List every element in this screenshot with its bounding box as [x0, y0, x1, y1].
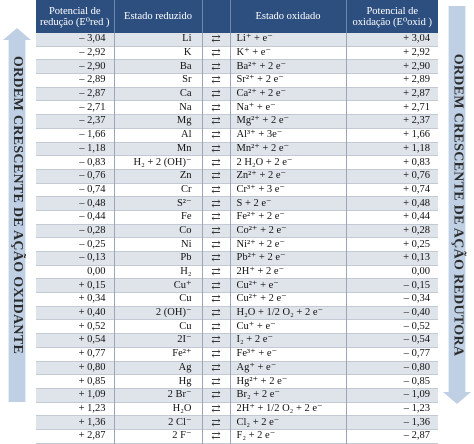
- reduction-potential-cell: + 0,77: [36, 347, 114, 361]
- table-row: [36, 279, 438, 293]
- reduced-state-cell: Mg: [114, 115, 202, 129]
- equilibrium-arrow-icon: ⇄: [202, 279, 230, 293]
- equilibrium-arrow-icon: ⇄: [202, 388, 230, 402]
- oxidation-potential-cell: + 0,83: [346, 156, 438, 170]
- reduced-state-cell: Sr: [114, 74, 202, 88]
- reduction-potential-cell: – 0,25: [36, 238, 114, 252]
- oxidized-state-cell: 2H⁺ + 2 e⁻: [230, 265, 346, 279]
- table-row: [36, 115, 438, 129]
- reduction-potential-cell: – 2,37: [36, 115, 114, 129]
- equilibrium-arrow-icon: ⇄: [202, 156, 230, 170]
- reduced-state-cell: H₂: [114, 265, 202, 279]
- table-row: [36, 142, 438, 156]
- oxidation-potential-cell: – 0,54: [346, 334, 438, 348]
- equilibrium-arrow-icon: ⇄: [202, 402, 230, 416]
- oxidation-potential-cell: + 1,18: [346, 142, 438, 156]
- reduction-potential-cell: – 2,89: [36, 74, 114, 88]
- table-row: [36, 334, 438, 348]
- table-row: [36, 265, 438, 279]
- oxidized-state-cell: 2H⁺ + 1/2 O₂ + 2 e⁻: [230, 402, 346, 416]
- equilibrium-arrow-icon: ⇄: [202, 361, 230, 375]
- oxidized-state-cell: Ni²⁺ + 2 e⁻: [230, 238, 346, 252]
- header-arrow: [202, 0, 230, 33]
- reduction-potential-cell: + 1,09: [36, 388, 114, 402]
- table-row: [36, 46, 438, 60]
- header-oxidation-potential: Potencial de oxidação (E⁰oxid ): [346, 0, 438, 33]
- oxidation-potential-cell: – 0,40: [346, 306, 438, 320]
- equilibrium-arrow-icon: ⇄: [202, 265, 230, 279]
- oxidation-potential-cell: – 0,80: [346, 361, 438, 375]
- reduction-potential-cell: – 1,66: [36, 128, 114, 142]
- reduction-potential-cell: + 0,85: [36, 375, 114, 389]
- table-row: [36, 361, 438, 375]
- equilibrium-arrow-icon: ⇄: [202, 169, 230, 183]
- equilibrium-arrow-icon: ⇄: [202, 142, 230, 156]
- reduction-potential-cell: – 0,83: [36, 156, 114, 170]
- reduced-state-cell: H₂ + 2 (OH)⁻: [114, 156, 202, 170]
- reduced-state-cell: 2 (OH)⁻: [114, 306, 202, 320]
- oxidation-potential-cell: – 2,87: [346, 429, 438, 443]
- oxidation-potential-cell: – 0,34: [346, 293, 438, 307]
- reduction-potential-cell: – 2,92: [36, 46, 114, 60]
- oxidized-state-cell: Na⁺ + e⁻: [230, 101, 346, 115]
- table-row: [36, 33, 438, 46]
- oxidation-potential-cell: + 0,28: [346, 224, 438, 238]
- oxidized-state-cell: Fe³⁺ + e⁻: [230, 347, 346, 361]
- oxidation-potential-cell: + 2,71: [346, 101, 438, 115]
- equilibrium-arrow-icon: ⇄: [202, 60, 230, 74]
- oxidation-potential-cell: + 0,25: [346, 238, 438, 252]
- reduction-potential-cell: – 0,74: [36, 183, 114, 197]
- reduced-state-cell: 2 Cl⁻: [114, 416, 202, 430]
- reduction-potential-cell: + 0,40: [36, 306, 114, 320]
- oxidation-potential-cell: + 0,44: [346, 210, 438, 224]
- oxidized-state-cell: Ca²⁺ + 2 e⁻: [230, 87, 346, 101]
- table-row: [36, 101, 438, 115]
- equilibrium-arrow-icon: ⇄: [202, 197, 230, 211]
- equilibrium-arrow-icon: ⇄: [202, 74, 230, 88]
- reduced-state-cell: Cu: [114, 293, 202, 307]
- reduction-potential-cell: + 0,15: [36, 279, 114, 293]
- table-row: [36, 293, 438, 307]
- oxidized-state-cell: Cr³⁺ + 3 e⁻: [230, 183, 346, 197]
- reduction-potential-cell: + 1,23: [36, 402, 114, 416]
- oxidation-potential-cell: + 0,76: [346, 169, 438, 183]
- table-row: [36, 128, 438, 142]
- reduced-state-cell: K: [114, 46, 202, 60]
- oxidized-state-cell: S + 2 e⁻: [230, 197, 346, 211]
- reduced-state-cell: 2 F⁻: [114, 429, 202, 443]
- reduction-potential-cell: – 2,90: [36, 60, 114, 74]
- reduction-potential-cell: + 0,80: [36, 361, 114, 375]
- oxidized-state-cell: Cu²⁺ + e⁻: [230, 279, 346, 293]
- oxidation-potential-cell: – 1,23: [346, 402, 438, 416]
- oxidized-state-cell: I₂ + 2 e⁻: [230, 334, 346, 348]
- reduced-state-cell: Ba: [114, 60, 202, 74]
- reduction-potential-cell: – 0,44: [36, 210, 114, 224]
- table-row: [36, 252, 438, 266]
- table-row: [36, 402, 438, 416]
- oxidized-state-cell: K⁺ + e⁻: [230, 46, 346, 60]
- oxidized-state-cell: Br₂ + 2 e⁻: [230, 388, 346, 402]
- oxidation-potential-cell: + 2,89: [346, 74, 438, 88]
- reduced-state-cell: Pb: [114, 252, 202, 266]
- reduction-potential-cell: – 0,76: [36, 169, 114, 183]
- header-reduction-potential: Potencial de redução (E⁰red ): [36, 0, 114, 33]
- reduced-state-cell: 2 Br⁻: [114, 388, 202, 402]
- reduced-state-cell: S²⁻: [114, 197, 202, 211]
- oxidized-state-cell: Li⁺ + e⁻: [230, 33, 346, 46]
- standard-potential-table: [36, 0, 438, 444]
- equilibrium-arrow-icon: ⇄: [202, 128, 230, 142]
- equilibrium-arrow-icon: ⇄: [202, 347, 230, 361]
- oxidation-potential-cell: + 0,74: [346, 183, 438, 197]
- reduced-state-cell: Zn: [114, 169, 202, 183]
- reduced-state-cell: 2I⁻: [114, 334, 202, 348]
- oxidized-state-cell: Co²⁺ + 2 e⁻: [230, 224, 346, 238]
- oxidation-potential-cell: – 1,09: [346, 388, 438, 402]
- reduced-state-cell: Mn: [114, 142, 202, 156]
- equilibrium-arrow-icon: ⇄: [202, 101, 230, 115]
- oxidized-state-cell: Mn²⁺ + 2 e⁻: [230, 142, 346, 156]
- equilibrium-arrow-icon: ⇄: [202, 306, 230, 320]
- equilibrium-arrow-icon: ⇄: [202, 320, 230, 334]
- table-row: [36, 429, 438, 443]
- table-body: [36, 33, 438, 443]
- table-row: [36, 320, 438, 334]
- equilibrium-arrow-icon: ⇄: [202, 183, 230, 197]
- equilibrium-arrow-icon: ⇄: [202, 224, 230, 238]
- reduction-potential-cell: – 2,87: [36, 87, 114, 101]
- oxidized-state-cell: Fe²⁺ + 2 e⁻: [230, 210, 346, 224]
- table-row: [36, 60, 438, 74]
- oxidation-potential-cell: – 1,36: [346, 416, 438, 430]
- reduced-state-cell: Hg: [114, 375, 202, 389]
- oxidation-potential-cell: 0,00: [346, 265, 438, 279]
- equilibrium-arrow-icon: ⇄: [202, 115, 230, 129]
- reduction-potential-cell: – 3,04: [36, 33, 114, 46]
- table-row: [36, 210, 438, 224]
- table-row: [36, 388, 438, 402]
- equilibrium-arrow-icon: ⇄: [202, 293, 230, 307]
- reduction-potential-cell: + 2,87: [36, 429, 114, 443]
- oxidation-potential-cell: + 2,37: [346, 115, 438, 129]
- reductant-order-arrow: [440, 0, 474, 410]
- equilibrium-arrow-icon: ⇄: [202, 210, 230, 224]
- equilibrium-arrow-icon: ⇄: [202, 252, 230, 266]
- reduction-potential-cell: 0,00: [36, 265, 114, 279]
- table-row: [36, 183, 438, 197]
- reduced-state-cell: Cr: [114, 183, 202, 197]
- reduced-state-cell: Al: [114, 128, 202, 142]
- reduced-state-cell: Fe: [114, 210, 202, 224]
- oxidation-potential-cell: + 1,66: [346, 128, 438, 142]
- oxidized-state-cell: Sr²⁺ + 2 e⁻: [230, 74, 346, 88]
- table-row: [36, 347, 438, 361]
- table-row: [36, 169, 438, 183]
- equilibrium-arrow-icon: ⇄: [202, 416, 230, 430]
- oxidation-potential-cell: + 0,13: [346, 252, 438, 266]
- reduced-state-cell: Cu: [114, 320, 202, 334]
- table-header-row: [36, 0, 438, 33]
- oxidized-state-cell: Mg²⁺ + 2 e⁻: [230, 115, 346, 129]
- table-row: [36, 74, 438, 88]
- oxidized-state-cell: Zn²⁺ + 2 e⁻: [230, 169, 346, 183]
- table-row: [36, 224, 438, 238]
- oxidized-state-cell: Cl₂ + 2 e⁻: [230, 416, 346, 430]
- reduction-potential-cell: – 0,13: [36, 252, 114, 266]
- oxidized-state-cell: F₂ + 2 e⁻: [230, 429, 346, 443]
- oxidant-order-arrow: [0, 0, 34, 410]
- reduction-potential-cell: – 0,28: [36, 224, 114, 238]
- oxidized-state-cell: Pb²⁺ + 2 e⁻: [230, 252, 346, 266]
- oxidation-potential-cell: – 0,15: [346, 279, 438, 293]
- oxidized-state-cell: Ba²⁺ + 2 e⁻: [230, 60, 346, 74]
- equilibrium-arrow-icon: ⇄: [202, 33, 230, 46]
- equilibrium-arrow-icon: ⇄: [202, 334, 230, 348]
- reduced-state-cell: H₂O: [114, 402, 202, 416]
- reduced-state-cell: Co: [114, 224, 202, 238]
- oxidation-potential-cell: – 0,52: [346, 320, 438, 334]
- reduction-potential-cell: + 1,36: [36, 416, 114, 430]
- header-reduced-state: Estado reduzido: [114, 0, 202, 33]
- table-row: [36, 375, 438, 389]
- table-row: [36, 306, 438, 320]
- equilibrium-arrow-icon: ⇄: [202, 87, 230, 101]
- equilibrium-arrow-icon: ⇄: [202, 46, 230, 60]
- oxidation-potential-cell: + 0,48: [346, 197, 438, 211]
- header-oxidized-state: Estado oxidado: [230, 0, 346, 33]
- reduction-potential-cell: – 2,71: [36, 101, 114, 115]
- reduced-state-cell: Cu⁺: [114, 279, 202, 293]
- reduction-potential-cell: – 1,18: [36, 142, 114, 156]
- oxidized-state-cell: Cu⁺ + e⁻: [230, 320, 346, 334]
- equilibrium-arrow-icon: ⇄: [202, 375, 230, 389]
- oxidation-potential-cell: + 2,87: [346, 87, 438, 101]
- reduced-state-cell: Li: [114, 33, 202, 46]
- oxidized-state-cell: Cu²⁺ + 2 e⁻: [230, 293, 346, 307]
- oxidation-potential-cell: + 3,04: [346, 33, 438, 46]
- equilibrium-arrow-icon: ⇄: [202, 429, 230, 443]
- reduced-state-cell: Na: [114, 101, 202, 115]
- table-row: [36, 416, 438, 430]
- reduced-state-cell: Fe²⁺: [114, 347, 202, 361]
- table-row: [36, 87, 438, 101]
- oxidation-potential-cell: + 2,90: [346, 60, 438, 74]
- reduced-state-cell: Ag: [114, 361, 202, 375]
- oxidized-state-cell: 2 H₂O + 2 e⁻: [230, 156, 346, 170]
- oxidant-order-label: ORDEM CRESCENTE DE AÇÃO OXIDANTE: [10, 55, 26, 355]
- reduced-state-cell: Ni: [114, 238, 202, 252]
- oxidized-state-cell: H₂O + 1/2 O₂ + 2 e⁻: [230, 306, 346, 320]
- reduction-potential-cell: + 0,54: [36, 334, 114, 348]
- oxidized-state-cell: Al³⁺ + 3e⁻: [230, 128, 346, 142]
- reductant-order-label: ORDEM CRESCENTE DE AÇÃO REDUTORA: [450, 53, 466, 357]
- oxidized-state-cell: Ag⁺ + e⁻: [230, 361, 346, 375]
- reduction-potential-cell: + 0,34: [36, 293, 114, 307]
- oxidation-potential-cell: + 2,92: [346, 46, 438, 60]
- potential-table-container: [36, 0, 438, 443]
- table-row: [36, 156, 438, 170]
- table-row: [36, 197, 438, 211]
- reduction-potential-cell: – 0,48: [36, 197, 114, 211]
- oxidation-potential-cell: – 0,77: [346, 347, 438, 361]
- reduced-state-cell: Ca: [114, 87, 202, 101]
- table-row: [36, 238, 438, 252]
- equilibrium-arrow-icon: ⇄: [202, 238, 230, 252]
- oxidation-potential-cell: – 0,85: [346, 375, 438, 389]
- reduction-potential-cell: + 0,52: [36, 320, 114, 334]
- oxidized-state-cell: Hg²⁺ + 2 e⁻: [230, 375, 346, 389]
